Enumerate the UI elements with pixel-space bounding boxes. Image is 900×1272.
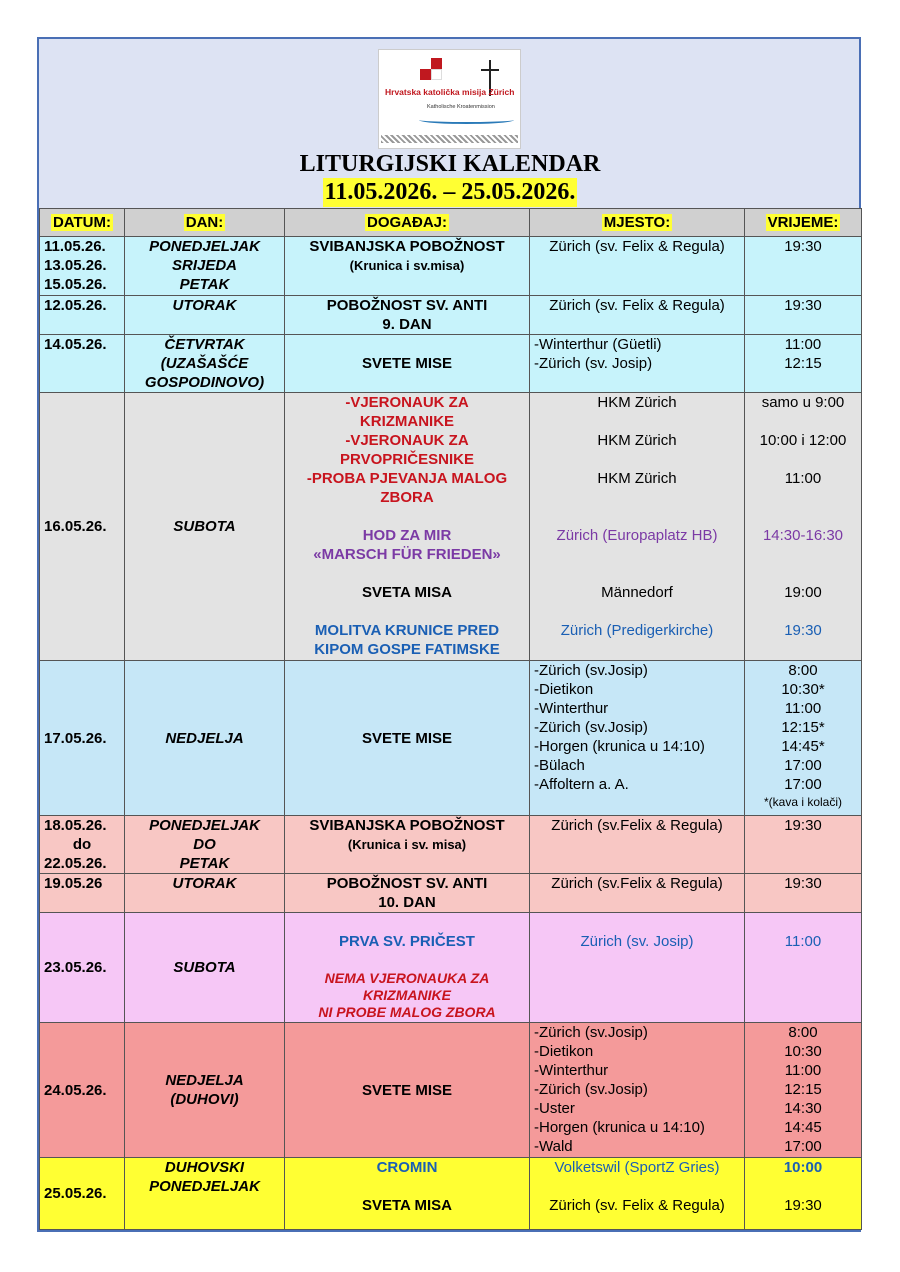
location-cell: -Zürich (sv.Josip) -Dietikon -Winterthur -Zürich (sv.Josip) -Horgen (krunica u 14:10) -Bülach -Affoltern a. A. bbox=[530, 661, 745, 816]
time-cell: 19:30 bbox=[745, 874, 862, 913]
day-cell: NEDJELJA bbox=[125, 661, 285, 816]
location-cell: Zürich (sv.Felix & Regula) bbox=[530, 874, 745, 913]
page-title: LITURGIJSKI KALENDAR bbox=[299, 151, 601, 177]
event-cell: PRVA SV. PRIČEST NEMA VJERONAUKA ZA KRIZMANIKE NI PROBE MALOG ZBORA bbox=[285, 913, 530, 1023]
date-cell: 17.05.26. bbox=[40, 661, 125, 816]
time-cell: 8:00 10:30 11:00 12:15 14:30 14:45 17:00 bbox=[745, 1023, 862, 1158]
time-cell: 8:00 10:30* 11:00 12:15* 14:45* 17:00 17:00 *(kava i kolači) bbox=[745, 661, 862, 816]
event-cell: SVETE MISE bbox=[285, 661, 530, 816]
header-vrijeme: VRIJEME: bbox=[767, 214, 839, 231]
time-cell: 19:30 bbox=[745, 237, 862, 296]
location-cell: Zürich (sv. Felix & Regula) bbox=[530, 296, 745, 335]
header-datum: DATUM: bbox=[52, 214, 112, 231]
table-row bbox=[40, 1023, 862, 1158]
rope-decoration bbox=[381, 135, 518, 143]
day-cell: NEDJELJA (DUHOVI) bbox=[125, 1023, 285, 1158]
time-cell: 19:30 bbox=[745, 816, 862, 874]
location-cell: Zürich (sv. Josip) bbox=[530, 913, 745, 1023]
logo-square bbox=[431, 69, 442, 80]
day-cell: ČETVRTAK (UZAŠAŠĆE GOSPODINOVO) bbox=[125, 335, 285, 393]
date-cell: 16.05.26. bbox=[40, 393, 125, 661]
time-cell: 11:00 bbox=[745, 913, 862, 1023]
table-row bbox=[40, 661, 862, 816]
date-range: 11.05.2026. – 25.05.2026. bbox=[324, 179, 576, 205]
table-row bbox=[40, 913, 862, 1023]
location-cell: -Zürich (sv.Josip) -Dietikon -Winterthur -Zürich (sv.Josip) -Uster -Horgen (krunica u 14:10) -Wald bbox=[530, 1023, 745, 1158]
header-mjesto: MJESTO: bbox=[603, 214, 671, 231]
location-cell: HKM Zürich HKM Zürich HKM Zürich Zürich (Europaplatz HB) Männedorf Zürich (Predigerkirche) bbox=[530, 393, 745, 661]
wave-decoration bbox=[419, 116, 514, 124]
table-row bbox=[40, 393, 862, 661]
logo-subtitle: Katholische Kroatenmission bbox=[427, 104, 495, 110]
date-cell: 18.05.26. do 22.05.26. bbox=[40, 816, 125, 874]
table-row bbox=[40, 816, 862, 874]
event-cell: POBOŽNOST SV. ANTI 10. DAN bbox=[285, 874, 530, 913]
time-cell: 10:00 19:30 bbox=[745, 1158, 862, 1230]
event-cell: SVIBANJSKA POBOŽNOST (Krunica i sv. misa) bbox=[285, 816, 530, 874]
day-cell: UTORAK bbox=[125, 296, 285, 335]
date-cell: 12.05.26. bbox=[40, 296, 125, 335]
table-row bbox=[40, 237, 862, 296]
table-row bbox=[40, 335, 862, 393]
time-cell: samo u 9:00 10:00 i 12:00 11:00 14:30-16:30 19:00 19:30 bbox=[745, 393, 862, 661]
date-cell: 11.05.26. 13.05.26. 15.05.26. bbox=[40, 237, 125, 296]
logo-square bbox=[431, 58, 442, 69]
location-cell: Zürich (sv. Felix & Regula) bbox=[530, 237, 745, 296]
event-cell: POBOŽNOST SV. ANTI 9. DAN bbox=[285, 296, 530, 335]
day-cell: DUHOVSKI PONEDJELJAK bbox=[125, 1158, 285, 1230]
header-dogadaj: DOGAĐAJ: bbox=[366, 214, 447, 231]
table-row bbox=[40, 1158, 862, 1230]
logo-name: Hrvatska katolička misija Zürich bbox=[385, 87, 515, 97]
time-cell: 11:00 12:15 bbox=[745, 335, 862, 393]
event-cell: SVIBANJSKA POBOŽNOST (Krunica i sv.misa) bbox=[285, 237, 530, 296]
day-cell: SUBOTA bbox=[125, 393, 285, 661]
logo-square bbox=[420, 69, 431, 80]
header-row bbox=[40, 209, 862, 237]
calendar-table bbox=[39, 208, 862, 1230]
mission-logo bbox=[378, 49, 521, 149]
day-cell: UTORAK bbox=[125, 874, 285, 913]
location-cell: Zürich (sv.Felix & Regula) bbox=[530, 816, 745, 874]
event-cell: SVETE MISE bbox=[285, 335, 530, 393]
event-cell: SVETE MISE bbox=[285, 1023, 530, 1158]
day-cell: PONEDJELJAK DO PETAK bbox=[125, 816, 285, 874]
day-cell: PONEDJELJAK SRIJEDA PETAK bbox=[125, 237, 285, 296]
table-row bbox=[40, 296, 862, 335]
location-cell: -Winterthur (Güetli) -Zürich (sv. Josip) bbox=[530, 335, 745, 393]
date-cell: 14.05.26. bbox=[40, 335, 125, 393]
day-cell: SUBOTA bbox=[125, 913, 285, 1023]
date-cell: 24.05.26. bbox=[40, 1023, 125, 1158]
event-cell: CROMIN SVETA MISA bbox=[285, 1158, 530, 1230]
date-cell: 19.05.26 bbox=[40, 874, 125, 913]
date-cell: 25.05.26. bbox=[40, 1158, 125, 1230]
event-cell: -VJERONAUK ZA KRIZMANIKE -VJERONAUK ZA PRVOPRIČESNIKE -PROBA PJEVANJA MALOG ZBORA HOD ZA MIR «MARSCH FÜR FRIEDEN» SVETA MISA MOLITVA KRUNICE PRED KIPOM GOSPE FATIMSKE bbox=[285, 393, 530, 661]
table-row bbox=[40, 874, 862, 913]
date-cell: 23.05.26. bbox=[40, 913, 125, 1023]
time-cell: 19:30 bbox=[745, 296, 862, 335]
header-dan: DAN: bbox=[185, 214, 224, 231]
location-cell: Volketswil (SportZ Gries) Zürich (sv. Felix & Regula) bbox=[530, 1158, 745, 1230]
